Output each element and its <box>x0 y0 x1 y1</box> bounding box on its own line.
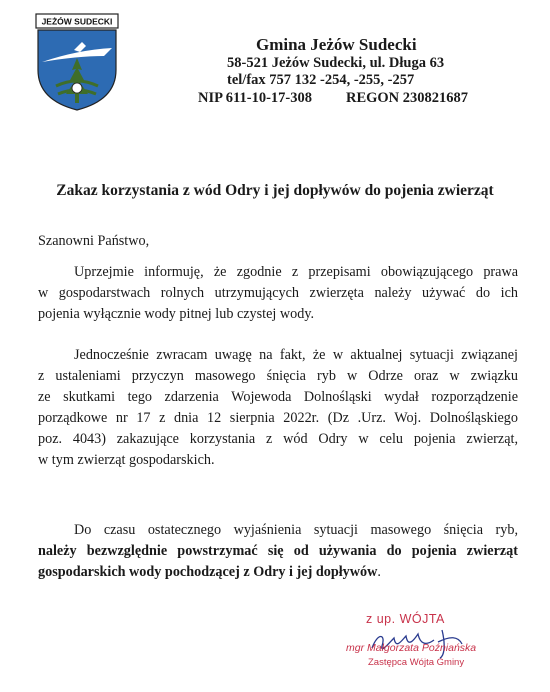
nip-number: NIP 611-10-17-308 <box>198 90 312 106</box>
stamp-role: Zastępca Wójta Gminy <box>368 657 465 668</box>
paragraph-3-period: . <box>377 564 381 580</box>
municipality-address: 58-521 Jeżów Sudecki, ul. Długa 63 <box>227 55 445 71</box>
paragraph-3-bold: gospodarskich wody pochodzącej z Odry i jej dopływów <box>38 564 378 580</box>
municipality-phone: tel/fax 757 132 -254, -255, -257 <box>227 72 415 88</box>
paragraph-3-line: Do czasu ostatecznego wyjaśnienia sytuacji masowego śnięcia ryb, <box>74 522 518 538</box>
paragraph-3-line <box>38 541 518 562</box>
coat-of-arms <box>34 12 120 112</box>
paragraph-1-line: pojenia wyłącznie wody pitnej lub czystej wody. <box>38 306 315 322</box>
paragraph-2 <box>38 345 518 471</box>
coat-of-arms-icon <box>34 12 120 112</box>
paragraph-3-bold: należy bezwzględnie powstrzymać się od używania do pojenia zwierząt <box>38 543 518 559</box>
municipality-name: Gmina Jeżów Sudecki <box>256 35 417 54</box>
paragraph-3-line <box>38 562 518 583</box>
paragraph-2-line: Jednocześnie zwracam uwagę na fakt, że w aktualnej sytuacji związanej <box>74 347 518 363</box>
paragraph-1-line: Uprzejmie informuję, że zgodnie z przepisami obowiązującego prawa <box>74 264 518 280</box>
greeting: Szanowni Państwo, <box>38 233 150 249</box>
letterhead <box>198 34 518 107</box>
letter-subject: Zakaz korzystania z wód Odry i jej dopływów do pojenia zwierząt <box>56 182 494 199</box>
paragraph-3 <box>38 520 518 583</box>
paragraph-2-line: w tym zwierząt gospodarskich. <box>38 452 215 468</box>
municipality-ids <box>198 89 518 107</box>
signature-stamp <box>330 612 530 687</box>
stamp-name: mgr Małgorzata Poźniańska <box>346 642 477 654</box>
crest-banner: JEŻÓW SUDECKI <box>41 16 113 27</box>
paragraph-1 <box>38 262 518 325</box>
paragraph-1-line: w gospodarstwach rolnych utrzymujących zwierzęta należy używać do ich <box>38 285 518 301</box>
paragraph-2-line: porządkowe nr 17 z dnia 12 sierpnia 2022r. (Dz .Urz. Woj. Dolnośląskiego <box>38 410 518 426</box>
regon-number: REGON 230821687 <box>345 90 469 106</box>
paragraph-2-line: z ustaleniami przyczyn masowego śnięcia ryb w Odrze oraz w związku <box>38 368 518 384</box>
paragraph-2-line: poz. 4043) zakazujące korzystania z wód Odry w celu pojenia zwierząt, <box>38 431 518 447</box>
stamp-on-behalf: z up. WÓJTA <box>366 612 445 626</box>
paragraph-2-line: ze skutkami tego zdarzenia Wojewoda Dolnośląski wydał rozporządzenie <box>38 389 518 405</box>
